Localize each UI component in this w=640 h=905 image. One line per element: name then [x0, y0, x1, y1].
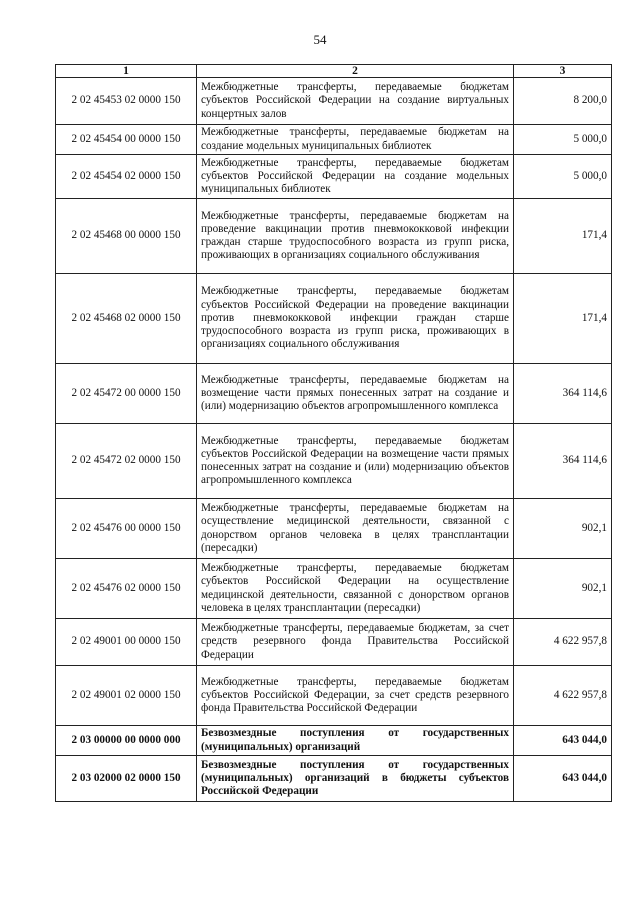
row-amount: 902,1 [514, 559, 612, 619]
table-row [56, 155, 612, 199]
row-code: 2 02 45476 00 0000 150 [56, 499, 197, 559]
table-row [56, 619, 612, 666]
row-code: 2 03 00000 00 0000 000 [56, 726, 197, 756]
table-row [56, 125, 612, 155]
page-number: 54 [313, 32, 327, 47]
row-name: Безвозмездные поступления от государственных (муниципальных) организаций [197, 726, 514, 756]
row-name: Межбюджетные трансферты, передаваемые бюджетам субъектов Российской Федерации, за счет средств резервного фонда Правительства Российской Федерации [197, 666, 514, 726]
table-row [56, 78, 612, 125]
row-amount: 643 044,0 [514, 726, 612, 756]
row-code: 2 02 49001 00 0000 150 [56, 619, 197, 666]
row-amount: 8 200,0 [514, 78, 612, 125]
row-name: Межбюджетные трансферты, передаваемые бюджетам на осуществление медицинской деятельности, связанной с донорством органов человека в целях трансплантации (пересадки) [197, 499, 514, 559]
row-amount: 4 622 957,8 [514, 666, 612, 726]
row-code: 2 02 45453 02 0000 150 [56, 78, 197, 125]
table-row [56, 666, 612, 726]
row-name: Межбюджетные трансферты, передаваемые бюджетам, за счет средств резервного фонда Правительства Российской Федерации [197, 619, 514, 666]
row-code: 2 02 45476 02 0000 150 [56, 559, 197, 619]
row-code: 2 02 49001 02 0000 150 [56, 666, 197, 726]
table-header-row [56, 65, 612, 78]
row-amount: 902,1 [514, 499, 612, 559]
budget-table [55, 64, 612, 802]
row-name: Межбюджетные трансферты, передаваемые бюджетам на проведение вакцинации против пневмококковой инфекции граждан старше трудоспособного возраста из групп риска, проживающих в организациях социального обслуживания [197, 199, 514, 274]
row-amount: 364 114,6 [514, 364, 612, 424]
row-amount: 5 000,0 [514, 125, 612, 155]
table-row [56, 499, 612, 559]
row-amount: 364 114,6 [514, 424, 612, 499]
row-name: Межбюджетные трансферты, передаваемые бюджетам субъектов Российской Федерации на осуществление медицинской деятельности, связанной с донорством органов человека в целях трансплантации (пересадки) [197, 559, 514, 619]
row-code: 2 02 45454 00 0000 150 [56, 125, 197, 155]
row-code: 2 02 45454 02 0000 150 [56, 155, 197, 199]
row-code: 2 02 45472 02 0000 150 [56, 424, 197, 499]
row-name: Межбюджетные трансферты, передаваемые бюджетам субъектов Российской Федерации на возмещение части прямых понесенных затрат на создание и (или) модернизацию объектов агропромышленного комплекса [197, 424, 514, 499]
table-row [56, 756, 612, 802]
table-row [56, 274, 612, 364]
row-name: Межбюджетные трансферты, передаваемые бюджетам на создание модельных муниципальных библиотек [197, 125, 514, 155]
row-code: 2 02 45468 02 0000 150 [56, 274, 197, 364]
row-code: 2 03 02000 02 0000 150 [56, 756, 197, 802]
row-name: Межбюджетные трансферты, передаваемые бюджетам субъектов Российской Федерации на проведение вакцинации против пневмококковой инфекции граждан старше трудоспособного возраста из групп риска, проживающих в организациях социального обслуживания [197, 274, 514, 364]
row-name: Межбюджетные трансферты, передаваемые бюджетам на возмещение части прямых понесенных затрат на создание и (или) модернизацию объектов агропромышленного комплекса [197, 364, 514, 424]
row-amount: 171,4 [514, 274, 612, 364]
column-header-name: 2 [197, 65, 514, 78]
column-header-amount: 3 [514, 65, 612, 78]
row-amount: 171,4 [514, 199, 612, 274]
table-row [56, 364, 612, 424]
row-code: 2 02 45468 00 0000 150 [56, 199, 197, 274]
row-code: 2 02 45472 00 0000 150 [56, 364, 197, 424]
row-amount: 643 044,0 [514, 756, 612, 802]
table-row [56, 199, 612, 274]
row-name: Межбюджетные трансферты, передаваемые бюджетам субъектов Российской Федерации на создание виртуальных концертных залов [197, 78, 514, 125]
table-row [56, 424, 612, 499]
row-name: Межбюджетные трансферты, передаваемые бюджетам субъектов Российской Федерации на создание модельных муниципальных библиотек [197, 155, 514, 199]
column-header-code: 1 [56, 65, 197, 78]
table-row [56, 559, 612, 619]
row-amount: 4 622 957,8 [514, 619, 612, 666]
row-name: Безвозмездные поступления от государственных (муниципальных) организаций в бюджеты субъектов Российской Федерации [197, 756, 514, 802]
row-amount: 5 000,0 [514, 155, 612, 199]
table-row [56, 726, 612, 756]
